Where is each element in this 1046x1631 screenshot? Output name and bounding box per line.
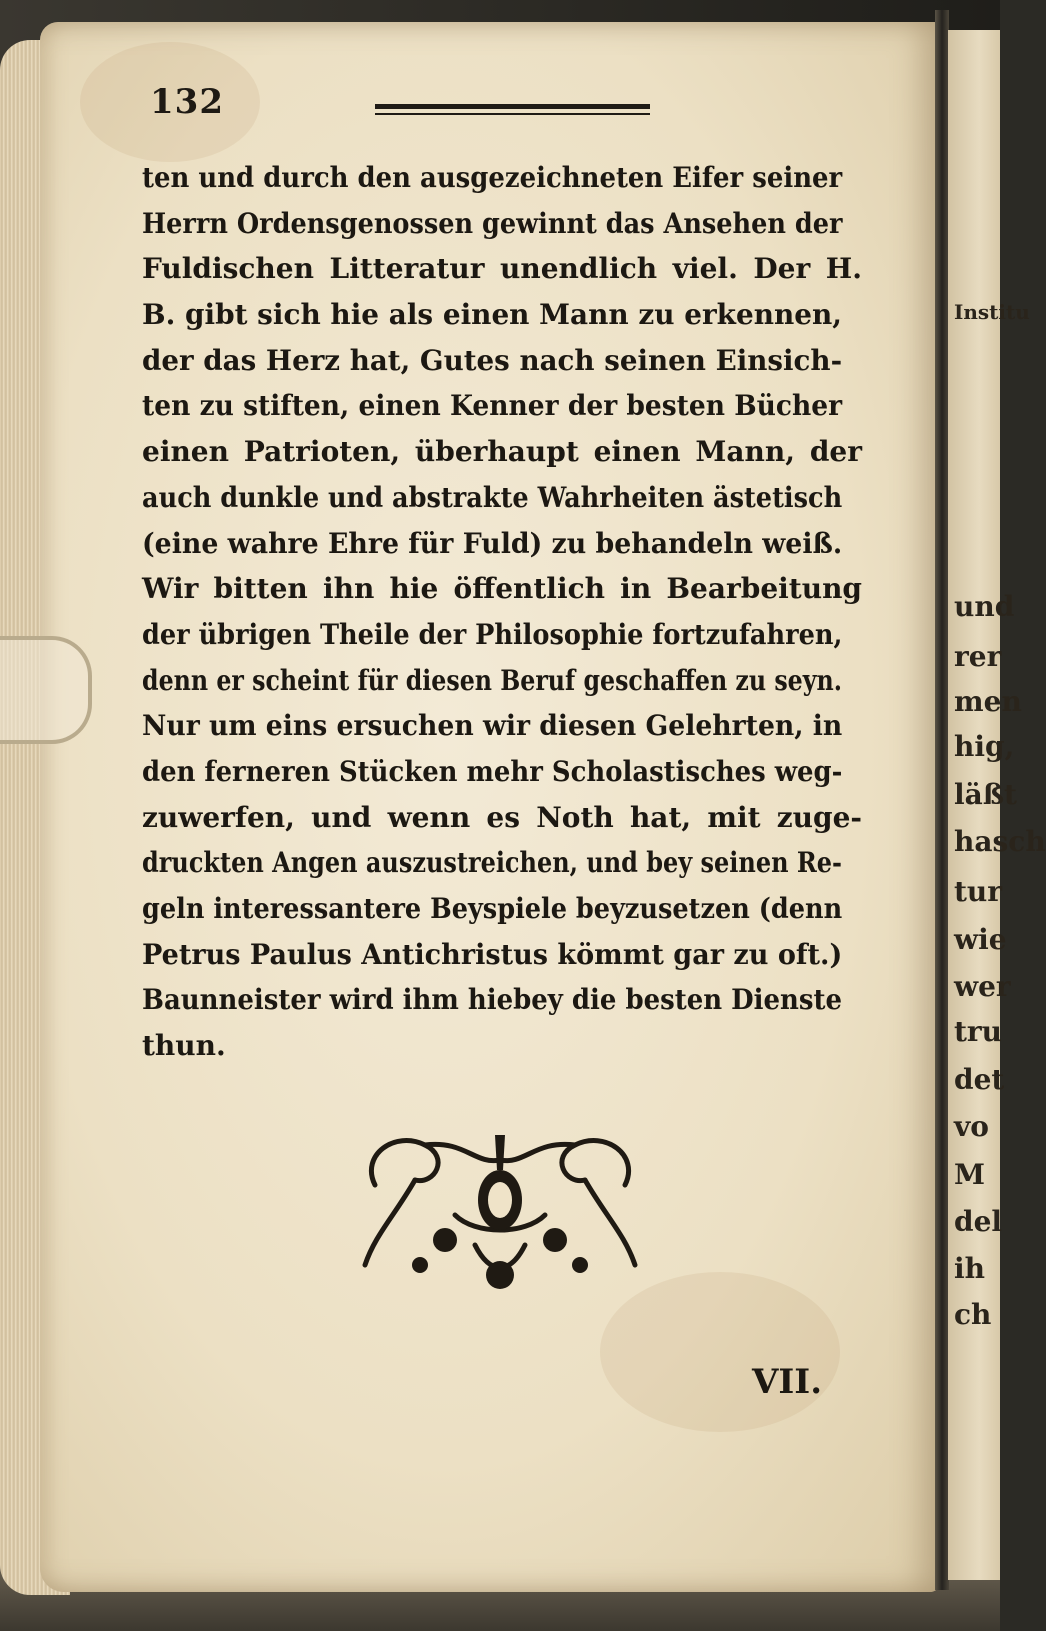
header-rule — [375, 104, 650, 124]
adjacent-fragment: wie — [954, 923, 1007, 956]
text-line: Wir bitten ihn hie öffentlich in Bearbeitung — [142, 572, 862, 606]
text-line: (eine wahre Ehre für Fuld) zu behandeln weiß. — [142, 526, 843, 560]
text-line: thun. — [142, 1029, 226, 1063]
text-line: den ferneren Stücken mehr Scholastisches weg- — [142, 754, 843, 788]
adjacent-fragment: und — [954, 590, 1015, 623]
page-number: 132 — [150, 82, 224, 122]
ornamental-vignette — [355, 1125, 645, 1295]
text-line: geln interessantere Beyspiele beyzusetzen (denn — [142, 892, 843, 925]
book-gutter — [935, 10, 949, 1590]
text-line: ten zu stiften, einen Kenner der besten Bücher — [142, 389, 843, 423]
paper-stain — [600, 1272, 840, 1432]
adjacent-fragment: läßt — [954, 778, 1017, 811]
text-line: druckten Angen auszustreichen, und bey seinen Re- — [142, 846, 842, 880]
text-line: einen Patrioten, überhaupt einen Mann, der — [142, 435, 862, 469]
text-line: der das Herz hat, Gutes nach seinen Einsich- — [142, 343, 843, 377]
text-line: ten und durch den ausgezeichneten Eifer seiner — [142, 161, 843, 194]
adjacent-fragment: hasch — [954, 825, 1046, 858]
adjacent-fragment: ih — [954, 1252, 985, 1285]
text-line: B. gibt sich hie als einen Mann zu erkennen, — [142, 298, 842, 332]
adjacent-fragment: M — [954, 1158, 985, 1191]
text-line: auch dunkle und abstrakte Wahrheiten ästetisch — [142, 480, 843, 514]
adjacent-fragment: rer — [954, 640, 1002, 673]
adjacent-fragment: wer — [954, 970, 1011, 1003]
adjacent-fragment: Institu — [954, 300, 1030, 324]
adjacent-fragment: det — [954, 1063, 1005, 1096]
text-line: Petrus Paulus Antichristus kömmt gar zu oft.) — [142, 937, 843, 971]
text-line: Herrn Ordensgenossen gewinnt das Ansehen der — [142, 206, 843, 240]
text-line: Fuldischen Litteratur unendlich viel. Der H. — [142, 252, 862, 286]
catchword: VII. — [752, 1362, 823, 1402]
adjacent-fragment: men — [954, 685, 1022, 718]
body-text — [142, 155, 862, 1069]
text-line: denn er scheint für diesen Beruf geschaffen zu seyn. — [142, 663, 842, 697]
text-line: Baunneister wird ihm hiebey die besten Dienste — [142, 983, 843, 1017]
adjacent-fragment: ch — [954, 1298, 992, 1331]
adjacent-fragment: hig, — [954, 730, 1015, 763]
text-line: der übrigen Theile der Philosophie fortzufahren, — [142, 617, 843, 651]
adjacent-fragment: tru — [954, 1015, 1003, 1048]
adjacent-fragment: del — [954, 1205, 1003, 1238]
adjacent-fragment: tur — [954, 875, 1003, 908]
adjacent-page — [948, 30, 1046, 1580]
text-line: zuwerfen, und wenn es Noth hat, mit zuge- — [142, 800, 862, 834]
adjacent-fragment: vo — [954, 1110, 989, 1143]
page-tab-clip — [0, 636, 92, 744]
text-line: Nur um eins ersuchen wir diesen Gelehrten, in — [142, 709, 843, 743]
